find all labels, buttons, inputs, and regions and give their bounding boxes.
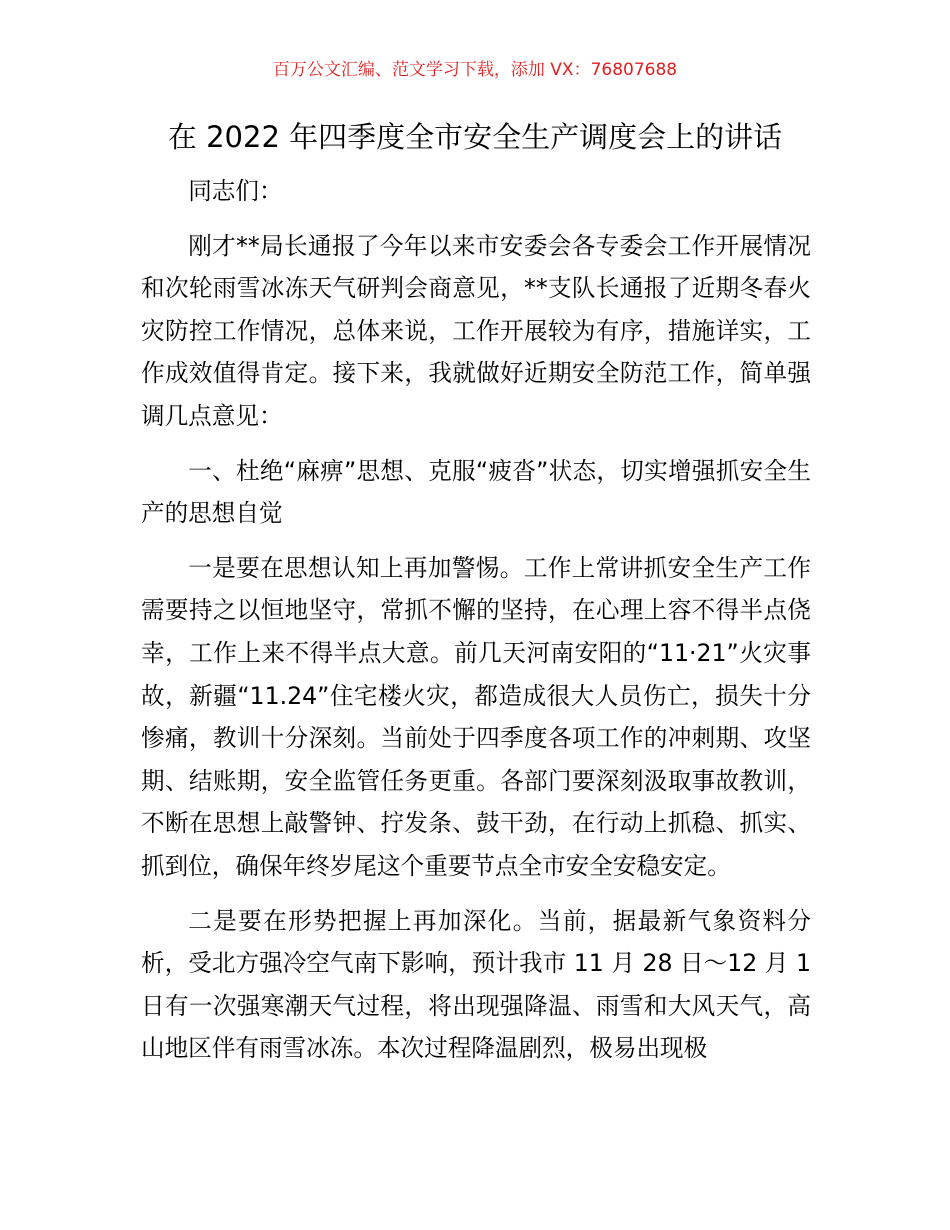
greeting: 同志们： bbox=[188, 177, 283, 205]
section-heading-1: 一、杜绝“麻痹”思想、克服“疲沓”状态，切实增强抓安全生产的思想自觉 bbox=[141, 456, 811, 528]
watermark-header: 百万公文汇编、范文学习下载，添加 VX：76807688 bbox=[272, 60, 678, 80]
page-title: 在 2022 年四季度全市安全生产调度会上的讲话 bbox=[167, 120, 783, 154]
document-body bbox=[141, 170, 811, 1082]
paragraph-intro: 刚才**局长通报了今年以来市安委会各专委会工作开展情况和次轮雨雪冰冻天气研判会商意见，**支队长通报了近期冬春火灾防控工作情况，总体来说，工作开展较为有序，措施详实，工作成效值得肯定。接下来，我就做好近期安全防范工作，简单强调几点意见： bbox=[141, 231, 811, 430]
paragraph-point-1: 一是要在思想认知上再加警惕。工作上常讲抓安全生产工作需要持之以恒地坚守，常抓不懈的坚持，在心理上容不得半点侥幸，工作上来不得半点大意。前几天河南安阳的“11·21”火灾事故，新疆“11.24”住宅楼火灾，都造成很大人员伤亡，损失十分惨痛，教训十分深刻。当前处于四季度各项工作的冲刺期、攻坚期、结账期，安全监管任务更重。各部门要深刻汲取事故教训，不断在思想上敲警钟、拧发条、鼓干劲，在行动上抓稳、抓实、抓到位，确保年终岁尾这个重要节点全市安全安稳安定。 bbox=[141, 553, 811, 880]
paragraph-point-2: 二是要在形势把握上再加深化。当前，据最新气象资料分析，受北方强冷空气南下影响，预计我市 11 月 28 日～12 月 1 日有一次强寒潮天气过程，将出现强降温、雨雪和大风天气，高山地区伴有雨雪冰冻。本次过程降温剧烈，极易出现极 bbox=[141, 906, 811, 1063]
